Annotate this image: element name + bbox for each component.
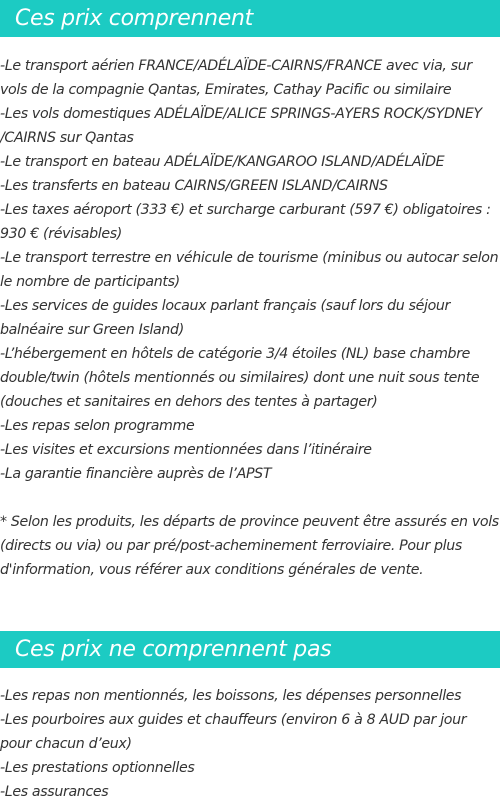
list-item: -Le transport en bateau ADÉLAÏDE/KANGAROO ISLAND/ADÉLAÏDE <box>0 154 445 170</box>
list-item: -Les taxes aéroport (333 €) et surcharge carburant (597 €) obligatoires : 930 € (révisables) <box>0 202 491 242</box>
excluded-section-title: Ces prix ne comprennent pas <box>0 631 500 668</box>
list-item: -L’hébergement en hôtels de catégorie 3/4 étoiles (NL) base chambre double/twin (hôtels mentionnés ou similaires) dont une nuit sous tente (douches et sanitaires en dehors des tentes à partager) <box>0 346 480 410</box>
list-item: -Les services de guides locaux parlant français (sauf lors du séjour balnéaire sur Green Island) <box>0 298 451 338</box>
list-item: -Les vols domestiques ADÉLAÏDE/ALICE SPRINGS-AYERS ROCK/SYDNEY /CAIRNS sur Qantas <box>0 106 482 146</box>
included-list <box>0 54 500 486</box>
list-item: -Les pourboires aux guides et chauffeurs (environ 6 à 8 AUD par jour pour chacun d’eux) <box>0 712 467 752</box>
list-item: -Les repas selon programme <box>0 418 195 434</box>
list-item: -Les repas non mentionnés, les boissons, les dépenses personnelles <box>0 688 462 704</box>
included-section-title: Ces prix comprennent <box>0 0 500 37</box>
list-item: -Les assurances <box>0 784 109 800</box>
excluded-list <box>0 684 500 804</box>
list-item: -La garantie financière auprès de l’APST <box>0 466 272 482</box>
list-item: -Le transport terrestre en véhicule de tourisme (minibus ou autocar selon le nombre de participants) <box>0 250 499 290</box>
departure-note: * Selon les produits, les départs de province peuvent être assurés en vols (directs ou via) ou par pré/post-acheminement ferroviaire. Pour plus d'information, vous référer aux conditions générales de vente. <box>0 514 499 578</box>
list-item: -Les transferts en bateau CAIRNS/GREEN ISLAND/CAIRNS <box>0 178 388 194</box>
list-item: -Le transport aérien FRANCE/ADÉLAÏDE-CAIRNS/FRANCE avec via, sur vols de la compagnie Qantas, Emirates, Cathay Pacific ou similaire <box>0 58 472 98</box>
list-item: -Les visites et excursions mentionnées dans l’itinéraire <box>0 442 372 458</box>
list-item: -Les prestations optionnelles <box>0 760 195 776</box>
